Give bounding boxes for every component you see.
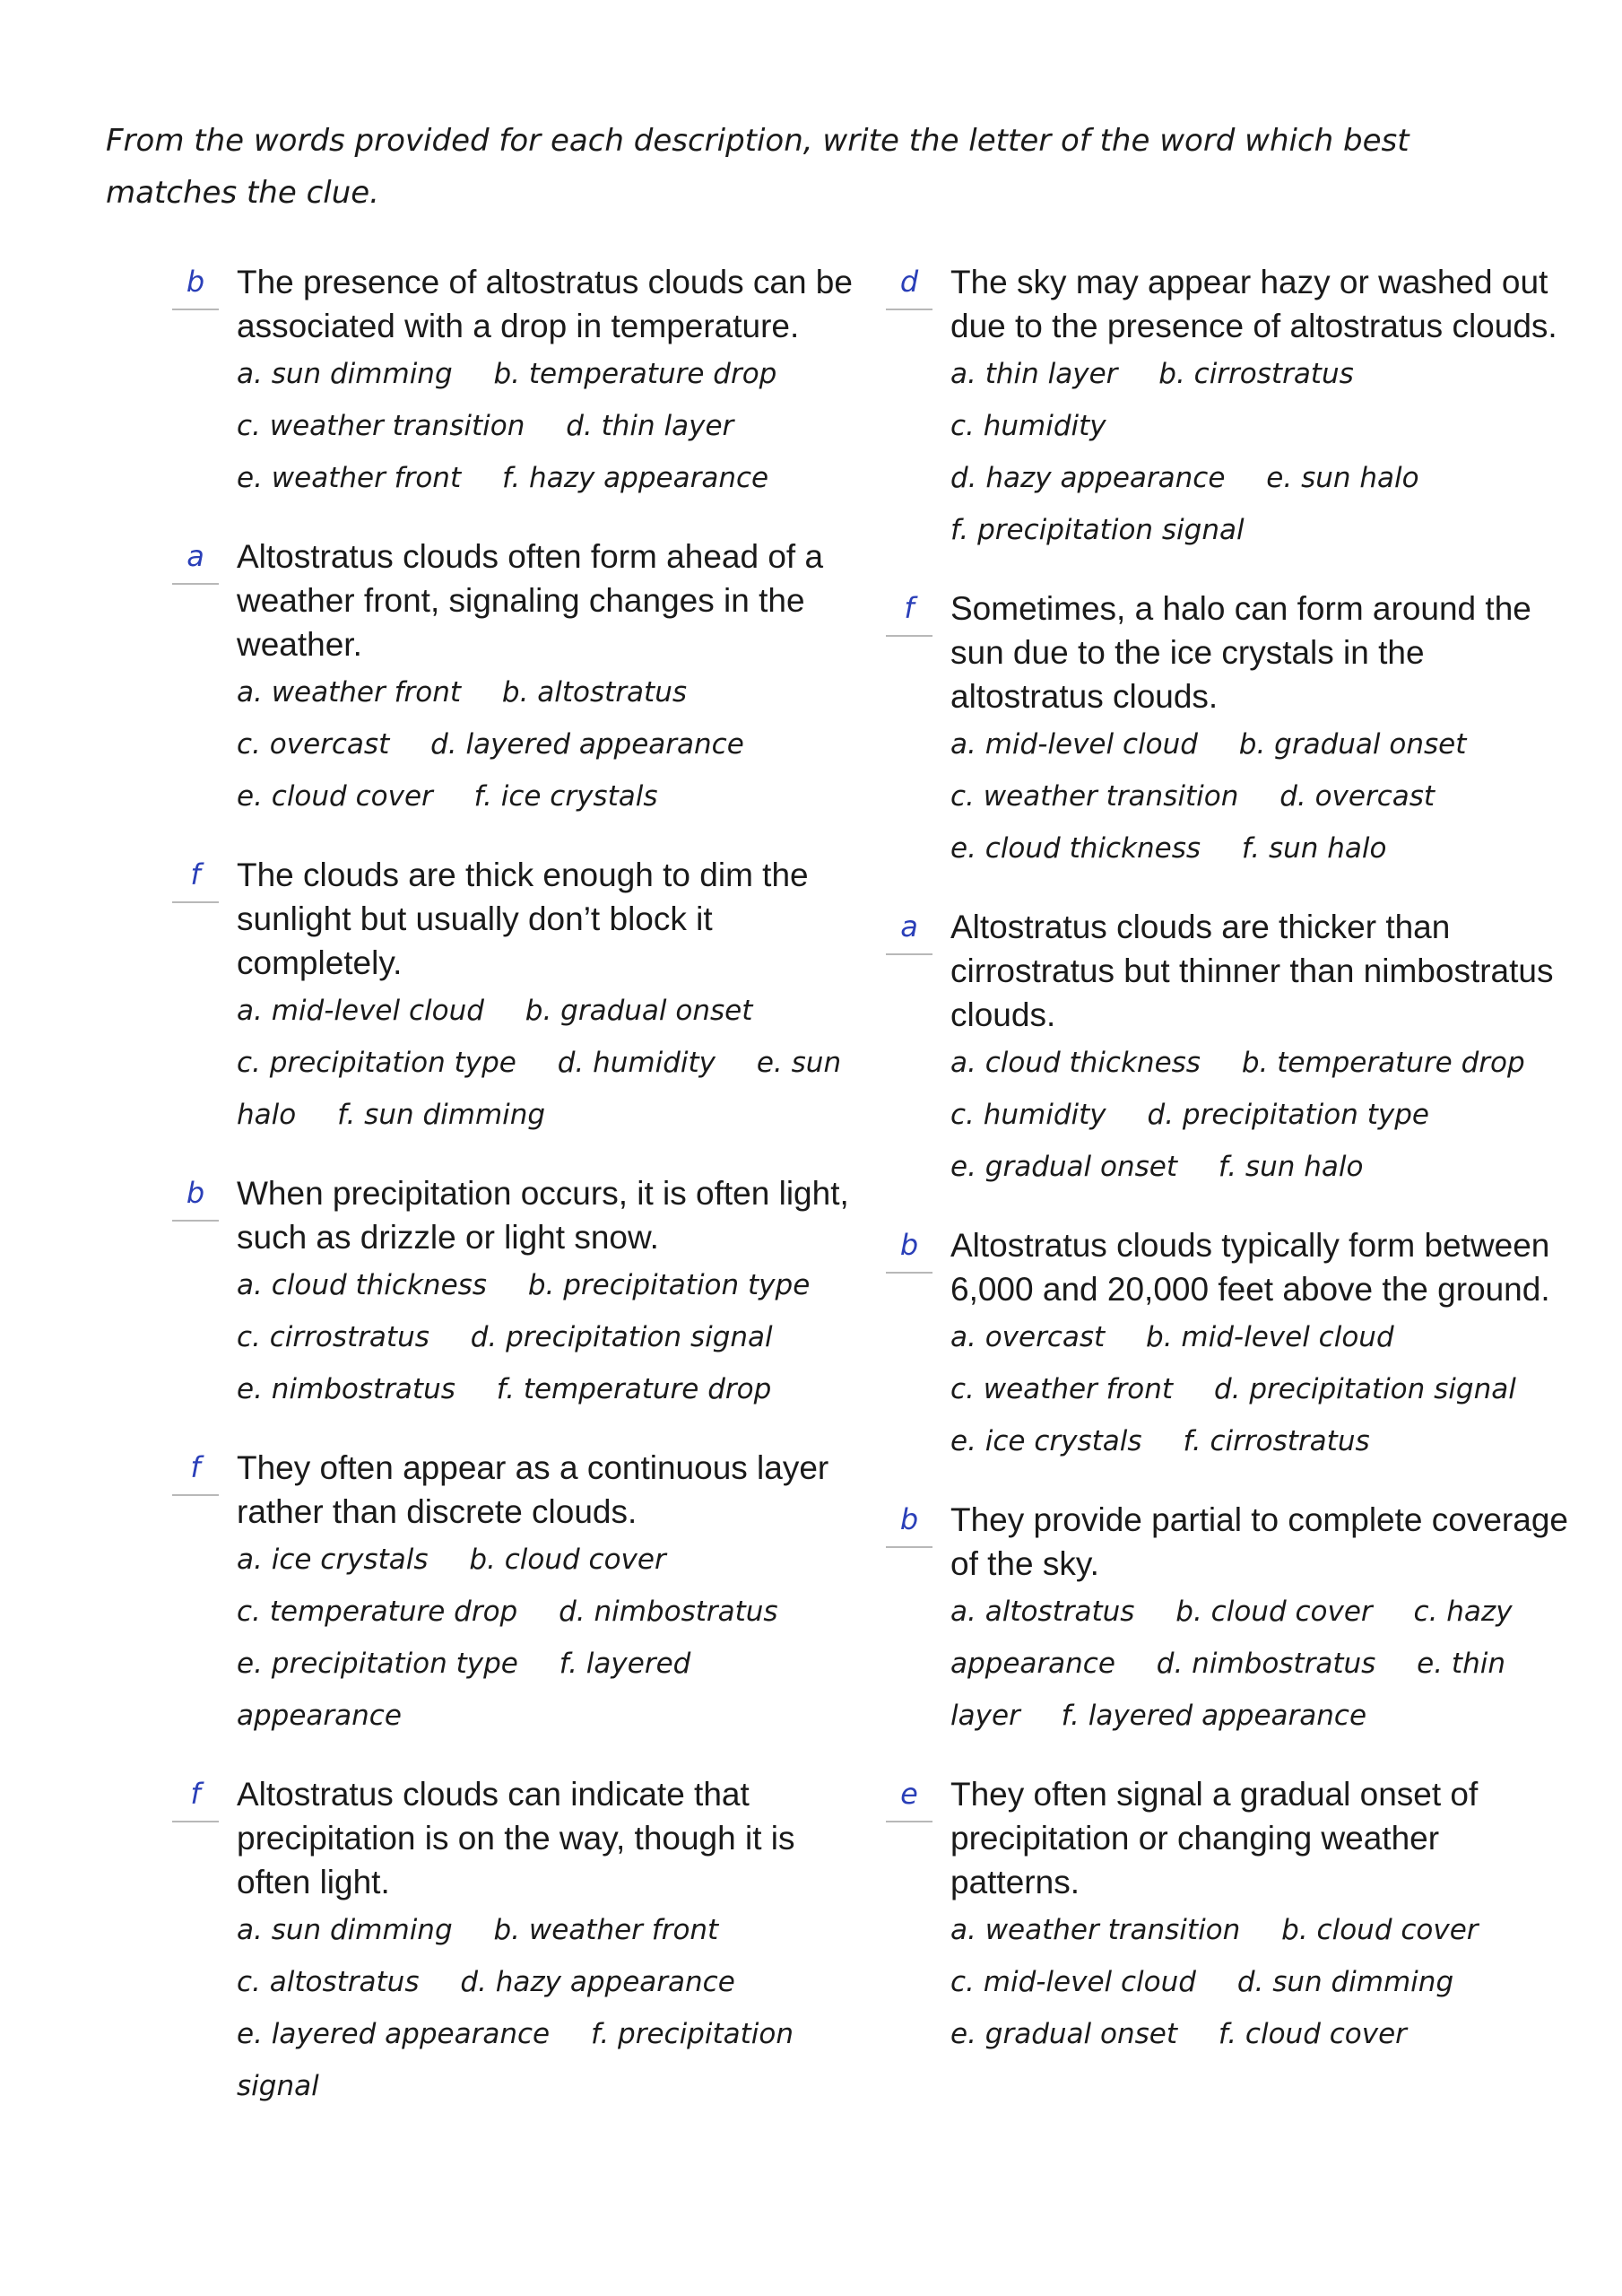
question-item [172,260,854,504]
question-item [172,1772,854,2112]
option-f: f. sun dimming [337,1099,546,1131]
option-d: d. overcast [1279,780,1436,813]
word-options [237,348,854,504]
word-options [950,1037,1576,1193]
option-c: c. precipitation type [237,1047,516,1079]
question-item [172,853,854,1141]
word-options [237,666,854,822]
clue-text: When precipitation occurs, it is often light, such as drizzle or light snow. [237,1175,849,1256]
option-a: a. sun dimming [237,358,453,390]
option-b: b. mid-level cloud [1146,1321,1394,1353]
clue-text: Sometimes, a halo can form around the sun due to the ice crystals in the altostratus clouds. [950,590,1531,715]
option-b: b. cloud cover [1175,1596,1373,1628]
option-e: e. gradual onset [950,1151,1177,1183]
question-item [886,1223,1576,1467]
clue-text: They provide partial to complete coverage of the sky. [950,1501,1568,1582]
question-item [172,1171,854,1415]
option-e: e. nimbostratus [237,1373,455,1405]
option-d: d. hazy appearance [950,462,1226,494]
question-item [886,1498,1576,1742]
option-a: a. altostratus [950,1596,1135,1628]
option-b: b. temperature drop [493,358,777,390]
clue-text: Altostratus clouds typically form between 6,000 and 20,000 feet above the ground. [950,1227,1550,1308]
question-item [886,260,1576,556]
option-c: c. humidity [950,410,1106,442]
option-d: d. humidity [557,1047,716,1079]
option-b: b. precipitation type [527,1269,811,1301]
clue-text: Altostratus clouds often form ahead of a weather front, signaling changes in the weather. [237,538,824,663]
option-d: d. hazy appearance [460,1966,735,1998]
option-b: b. temperature drop [1241,1047,1525,1079]
word-options [950,718,1576,874]
option-c: c. humidity [950,1099,1106,1131]
option-b: b. weather front [493,1914,719,1946]
option-a: a. ice crystals [237,1544,429,1576]
word-options [237,985,854,1141]
word-options [950,1311,1576,1467]
clue-text: Altostratus clouds can indicate that precipitation is on the way, though it is often light. [237,1776,795,1900]
option-d: d. precipitation type [1147,1099,1429,1131]
option-b: b. gradual onset [1238,728,1467,761]
word-options [950,1904,1576,2060]
option-e: e. layered appearance [237,2018,551,2050]
word-options [237,1904,854,2112]
option-b: b. gradual onset [525,995,753,1027]
option-f: f. sun halo [1218,1151,1364,1183]
option-c: c. altostratus [237,1966,420,1998]
question-item [886,587,1576,874]
option-e: e. precipitation type [237,1648,518,1680]
option-f: f. ice crystals [473,780,658,813]
option-e: e. cloud thickness [950,832,1201,865]
option-a: a. cloud thickness [950,1047,1201,1079]
question-item [886,1772,1576,2060]
word-options [950,1586,1576,1742]
option-f: f. hazy appearance [501,462,769,494]
word-options [950,348,1576,556]
option-b: b. cloud cover [469,1544,666,1576]
right-column [886,260,1576,2091]
option-d: d. thin layer [566,410,734,442]
option-a: a. overcast [950,1321,1106,1353]
option-b: b. cirrostratus [1158,358,1354,390]
option-c: c. overcast [237,728,390,761]
option-f: f. cloud cover [1218,2018,1407,2050]
answer-blank[interactable]: b [886,1225,932,1274]
answer-blank[interactable]: b [172,262,219,310]
option-c: c. weather front [950,1373,1174,1405]
clue-text: The presence of altostratus clouds can be associated with a drop in temperature. [237,264,853,344]
option-c: c. hazy appearance [950,1596,1513,1680]
question-item [172,1446,854,1742]
left-column [172,260,854,2143]
option-a: a. weather transition [950,1914,1241,1946]
option-c: c. cirrostratus [237,1321,429,1353]
answer-blank[interactable]: f [886,588,932,637]
option-c: c. temperature drop [237,1596,518,1628]
answer-blank[interactable]: f [172,1448,219,1496]
option-f: f. precipitation signal [237,2018,794,2102]
option-a: a. cloud thickness [237,1269,487,1301]
option-d: d. nimbostratus [559,1596,778,1628]
option-e: e. gradual onset [950,2018,1177,2050]
option-d: d. layered appearance [430,728,744,761]
worksheet-instructions: From the words provided for each description, write the letter of the word which best matches the clue. [106,123,1409,211]
option-c: c. weather transition [237,410,525,442]
option-e: e. sun halo [1266,462,1419,494]
answer-blank[interactable]: f [172,1774,219,1822]
option-e: e. cloud cover [237,780,433,813]
option-d: d. precipitation signal [1213,1373,1516,1405]
option-f: f. precipitation signal [950,514,1245,546]
option-e: e. sun halo [237,1047,842,1131]
option-d: d. precipitation signal [470,1321,773,1353]
answer-blank[interactable]: f [172,855,219,903]
option-d: d. sun dimming [1236,1966,1454,1998]
answer-blank[interactable]: b [172,1173,219,1222]
clue-text: Altostratus clouds are thicker than cirrostratus but thinner than nimbostratus clouds. [950,909,1554,1033]
option-a: a. mid-level cloud [950,728,1198,761]
option-a: a. sun dimming [237,1914,453,1946]
answer-blank[interactable]: a [172,536,219,585]
clue-text: The sky may appear hazy or washed out due to the presence of altostratus clouds. [950,264,1557,344]
option-c: c. weather transition [950,780,1239,813]
option-f: f. cirrostratus [1183,1425,1370,1457]
answer-blank[interactable]: d [886,262,932,310]
answer-blank[interactable]: b [886,1500,932,1548]
option-a: a. mid-level cloud [237,995,484,1027]
option-f: f. layered appearance [237,1648,691,1732]
option-f: f. sun halo [1241,832,1387,865]
option-f: f. layered appearance [1061,1700,1367,1732]
option-b: b. altostratus [501,676,688,709]
word-options [237,1534,854,1742]
answer-blank[interactable]: e [886,1774,932,1822]
answer-blank[interactable]: a [886,907,932,955]
option-e: e. weather front [237,462,462,494]
option-d: d. nimbostratus [1156,1648,1376,1680]
option-c: c. mid-level cloud [950,1966,1196,1998]
word-options [237,1259,854,1415]
option-a: a. thin layer [950,358,1118,390]
option-e: e. thin layer [950,1648,1505,1732]
option-a: a. weather front [237,676,462,709]
option-f: f. temperature drop [496,1373,772,1405]
clue-text: They often appear as a continuous layer rather than discrete clouds. [237,1449,829,1530]
question-item [886,905,1576,1193]
clue-text: The clouds are thick enough to dim the sunlight but usually don’t block it completely. [237,857,809,981]
clue-text: They often signal a gradual onset of precipitation or changing weather patterns. [950,1776,1479,1900]
question-item [172,535,854,822]
option-b: b. cloud cover [1281,1914,1479,1946]
option-e: e. ice crystals [950,1425,1142,1457]
